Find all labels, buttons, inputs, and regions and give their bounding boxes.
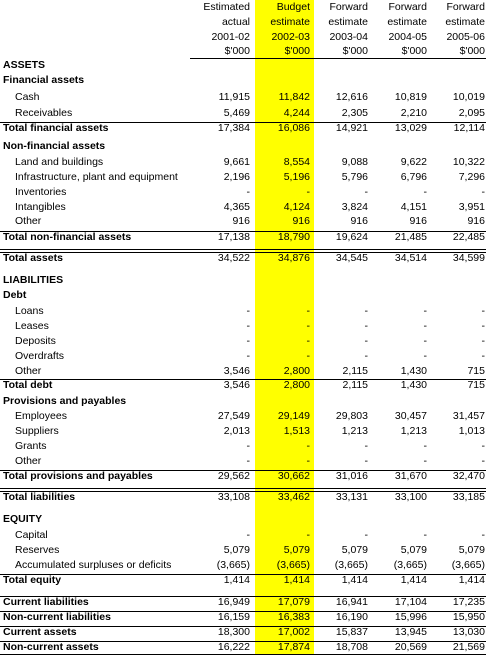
table-row-land-and-buildings xyxy=(0,155,488,170)
cell-value: - xyxy=(246,305,250,317)
cell-value: 9,088 xyxy=(341,156,368,168)
table-row-other xyxy=(0,454,488,469)
grand-total-rule xyxy=(0,249,486,250)
cell-value: - xyxy=(246,335,250,347)
total-rule xyxy=(0,626,486,627)
cell-value: 16,086 xyxy=(277,122,310,134)
row-label: Debt xyxy=(3,289,27,301)
table-row-total-non-financial-assets xyxy=(0,230,488,245)
column-header-5-line2: estimate xyxy=(445,16,485,28)
cell-value: - xyxy=(246,455,250,467)
column-header-3-line1: Forward xyxy=(329,1,368,13)
column-header-4-line3: 2004-05 xyxy=(388,31,427,43)
cell-value: 21,569 xyxy=(452,641,485,653)
table-row-total-equity xyxy=(0,573,488,588)
cell-value: 16,949 xyxy=(217,596,250,608)
cell-value: (3,665) xyxy=(334,559,368,571)
cell-value: (3,665) xyxy=(216,559,250,571)
cell-value: 17,002 xyxy=(277,626,310,638)
cell-value: 11,915 xyxy=(218,91,250,103)
cell-value: 17,384 xyxy=(217,122,250,134)
cell-value: 29,803 xyxy=(335,410,368,422)
cell-value: - xyxy=(246,186,250,198)
column-header-3-line4: $'000 xyxy=(342,45,368,57)
cell-value: 31,670 xyxy=(394,470,427,482)
row-label: Total financial assets xyxy=(3,122,109,134)
column-header-2-line3: 2002-03 xyxy=(271,31,310,43)
cell-value: 4,365 xyxy=(223,201,250,213)
cell-value: - xyxy=(423,440,427,452)
table-row-reserves xyxy=(0,543,488,558)
cell-value: 5,796 xyxy=(341,171,368,183)
cell-value: 2,013 xyxy=(223,425,250,437)
cell-value: 10,322 xyxy=(452,156,485,168)
column-header-1-line1: Estimated xyxy=(203,1,250,13)
cell-value: 1,414 xyxy=(458,574,485,586)
cell-value: - xyxy=(246,440,250,452)
row-label: Receivables xyxy=(15,107,73,119)
table-row-leases xyxy=(0,319,488,334)
cell-value: 916 xyxy=(409,215,427,227)
row-label: Provisions and payables xyxy=(3,395,127,407)
cell-value: - xyxy=(423,529,427,541)
table-row-total-debt xyxy=(0,378,488,393)
cell-value: 916 xyxy=(350,215,368,227)
cell-value: 3,951 xyxy=(458,201,485,213)
table-row-loans xyxy=(0,304,488,319)
row-label: Non-current liabilities xyxy=(3,611,111,623)
cell-value: - xyxy=(306,350,310,362)
cell-value: 30,662 xyxy=(277,470,310,482)
row-label: LIABILITIES xyxy=(3,274,64,286)
cell-value: - xyxy=(481,186,485,198)
row-label: Total debt xyxy=(3,379,53,391)
cell-value: 1,414 xyxy=(400,574,427,586)
total-rule xyxy=(0,379,486,380)
cell-value: - xyxy=(306,455,310,467)
row-label: Accumulated surpluses or deficits xyxy=(15,559,172,571)
cell-value: 13,945 xyxy=(394,626,427,638)
row-label: Cash xyxy=(15,91,40,103)
cell-value: 13,030 xyxy=(452,626,485,638)
cell-value: 2,800 xyxy=(283,379,310,391)
cell-value: 8,554 xyxy=(283,156,310,168)
total-rule xyxy=(0,574,486,575)
cell-value: - xyxy=(364,440,368,452)
cell-value: - xyxy=(423,335,427,347)
cell-value: 11,842 xyxy=(278,91,310,103)
table-row-liabilities xyxy=(0,273,488,288)
cell-value: 33,131 xyxy=(335,491,368,503)
column-header-5-line4: $'000 xyxy=(459,45,485,57)
cell-value: - xyxy=(481,529,485,541)
row-label: Loans xyxy=(15,305,44,317)
cell-value: 3,824 xyxy=(341,201,368,213)
column-header-5-line3: 2005-06 xyxy=(446,31,485,43)
cell-value: 29,149 xyxy=(277,410,310,422)
row-label: Intangibles xyxy=(15,201,66,213)
cell-value: 1,430 xyxy=(400,365,427,377)
row-label: Current liabilities xyxy=(3,596,89,608)
cell-value: - xyxy=(423,350,427,362)
cell-value: - xyxy=(306,320,310,332)
table-row-total-financial-assets xyxy=(0,121,488,136)
column-header-4-line4: $'000 xyxy=(401,45,427,57)
row-label: Inventories xyxy=(15,186,67,198)
cell-value: - xyxy=(364,529,368,541)
total-rule xyxy=(0,231,486,232)
row-label: Capital xyxy=(15,529,48,541)
row-label: Non-current assets xyxy=(3,641,99,653)
row-label: Land and buildings xyxy=(15,156,104,168)
column-header-1-line3: 2001-02 xyxy=(211,31,250,43)
cell-value: 7,296 xyxy=(458,171,485,183)
cell-value: 34,876 xyxy=(277,252,310,264)
cell-value: 18,300 xyxy=(217,626,250,638)
cell-value: 34,522 xyxy=(217,252,250,264)
cell-value: 5,469 xyxy=(223,107,250,119)
row-label: Other xyxy=(15,455,42,467)
cell-value: 2,115 xyxy=(342,379,368,391)
cell-value: - xyxy=(364,305,368,317)
cell-value: - xyxy=(306,529,310,541)
cell-value: 21,485 xyxy=(394,231,427,243)
table-row-non-current-liabilities xyxy=(0,610,488,625)
table-row-deposits xyxy=(0,334,488,349)
cell-value: 34,514 xyxy=(394,252,427,264)
cell-value: - xyxy=(481,305,485,317)
cell-value: 9,661 xyxy=(223,156,250,168)
cell-value: 18,790 xyxy=(277,231,310,243)
cell-value: 1,414 xyxy=(223,574,250,586)
row-label: Financial assets xyxy=(3,74,85,86)
cell-value: - xyxy=(306,440,310,452)
table-row-current-assets xyxy=(0,625,488,640)
cell-value: 31,457 xyxy=(452,410,485,422)
row-label: Other xyxy=(15,215,42,227)
table-row-non-financial-assets xyxy=(0,139,488,154)
table-row-total-provisions-and-payables xyxy=(0,469,488,484)
cell-value: 30,457 xyxy=(394,410,427,422)
column-header-2-line1: Budget xyxy=(276,1,310,13)
cell-value: 17,138 xyxy=(217,231,250,243)
cell-value: - xyxy=(481,350,485,362)
cell-value: 1,213 xyxy=(341,425,368,437)
column-header-2-line4: $'000 xyxy=(284,45,310,57)
table-row-other xyxy=(0,364,488,379)
cell-value: 2,210 xyxy=(400,107,427,119)
row-label: Overdrafts xyxy=(15,350,65,362)
row-label: Total assets xyxy=(3,252,63,264)
cell-value: 916 xyxy=(292,215,310,227)
cell-value: - xyxy=(246,320,250,332)
column-header-1-line4: $'000 xyxy=(224,45,250,57)
total-rule xyxy=(0,491,486,492)
table-row-total-liabilities xyxy=(0,490,488,505)
cell-value: 34,599 xyxy=(452,252,485,264)
table-row-current-liabilities xyxy=(0,595,488,610)
cell-value: 6,796 xyxy=(400,171,427,183)
cell-value: 31,016 xyxy=(335,470,368,482)
cell-value: - xyxy=(306,186,310,198)
cell-value: 715 xyxy=(467,365,485,377)
cell-value: 29,562 xyxy=(217,470,250,482)
total-rule xyxy=(0,596,486,597)
cell-value: - xyxy=(481,440,485,452)
cell-value: 5,079 xyxy=(341,544,368,556)
cell-value: 17,874 xyxy=(277,641,310,653)
cell-value: 1,013 xyxy=(458,425,485,437)
cell-value: 33,108 xyxy=(217,491,250,503)
cell-value: 15,996 xyxy=(394,611,427,623)
table-row-inventories xyxy=(0,185,488,200)
cell-value: 33,185 xyxy=(452,491,485,503)
cell-value: 22,485 xyxy=(452,231,485,243)
cell-value: - xyxy=(423,455,427,467)
cell-value: (3,665) xyxy=(276,559,310,571)
cell-value: - xyxy=(481,335,485,347)
cell-value: 10,819 xyxy=(394,91,427,103)
cell-value: 16,383 xyxy=(277,611,310,623)
cell-value: 916 xyxy=(232,215,250,227)
cell-value: 16,190 xyxy=(335,611,368,623)
total-rule xyxy=(0,641,486,642)
cell-value: - xyxy=(364,186,368,198)
row-label: Suppliers xyxy=(15,425,59,437)
cell-value: 17,079 xyxy=(277,596,310,608)
row-label: Employees xyxy=(15,410,67,422)
column-header-1-line2: actual xyxy=(221,16,250,28)
cell-value: - xyxy=(423,305,427,317)
cell-value: 16,222 xyxy=(217,641,250,653)
cell-value: 10,019 xyxy=(452,91,485,103)
cell-value: 15,950 xyxy=(452,611,485,623)
table-row-other xyxy=(0,214,488,229)
table-row-provisions-and-payables xyxy=(0,394,488,409)
row-label: Leases xyxy=(15,320,49,332)
cell-value: 18,708 xyxy=(335,641,368,653)
table-row-cash xyxy=(0,90,488,105)
total-rule xyxy=(0,122,486,123)
cell-value: 3,546 xyxy=(223,379,250,391)
cell-value: 16,941 xyxy=(335,596,368,608)
cell-value: - xyxy=(364,320,368,332)
table-row-capital xyxy=(0,528,488,543)
grand-total-rule xyxy=(0,488,486,489)
cell-value: - xyxy=(306,335,310,347)
cell-value: 1,430 xyxy=(400,379,427,391)
cell-value: 916 xyxy=(467,215,485,227)
row-label: Other xyxy=(15,365,42,377)
cell-value: 33,462 xyxy=(277,491,310,503)
row-label: Deposits xyxy=(15,335,56,347)
cell-value: - xyxy=(481,455,485,467)
table-row-receivables xyxy=(0,106,488,121)
row-label: Total liabilities xyxy=(3,491,76,503)
cell-value: 32,470 xyxy=(452,470,485,482)
cell-value: 17,235 xyxy=(452,596,485,608)
row-label: Total provisions and payables xyxy=(3,470,153,482)
cell-value: - xyxy=(306,305,310,317)
cell-value: 5,079 xyxy=(400,544,427,556)
cell-value: 15,837 xyxy=(335,626,368,638)
cell-value: 2,800 xyxy=(283,365,310,377)
cell-value: 2,305 xyxy=(341,107,368,119)
cell-value: 5,079 xyxy=(223,544,250,556)
total-rule xyxy=(0,252,486,253)
table-row-employees xyxy=(0,409,488,424)
cell-value: - xyxy=(246,529,250,541)
cell-value: - xyxy=(481,320,485,332)
cell-value: 2,115 xyxy=(342,365,368,377)
table-row-grants xyxy=(0,439,488,454)
cell-value: 1,414 xyxy=(341,574,368,586)
total-rule xyxy=(0,470,486,471)
cell-value: 20,569 xyxy=(394,641,427,653)
cell-value: 17,104 xyxy=(394,596,427,608)
column-header-3-line3: 2003-04 xyxy=(329,31,368,43)
cell-value: 5,196 xyxy=(283,171,310,183)
row-label: ASSETS xyxy=(3,59,46,71)
cell-value: 9,622 xyxy=(400,156,427,168)
table-row-equity xyxy=(0,512,488,527)
table-row-debt xyxy=(0,288,488,303)
cell-value: - xyxy=(364,455,368,467)
table-row-non-current-assets xyxy=(0,640,488,655)
table-row-total-assets xyxy=(0,251,488,266)
column-header-4-line1: Forward xyxy=(388,1,427,13)
cell-value: 13,029 xyxy=(394,122,427,134)
total-rule xyxy=(0,611,486,612)
table-row-assets xyxy=(0,58,488,73)
cell-value: 12,616 xyxy=(335,91,368,103)
cell-value: 33,100 xyxy=(394,491,427,503)
column-header-2-line2: estimate xyxy=(270,16,310,28)
cell-value: 4,151 xyxy=(400,201,427,213)
row-label: Non-financial assets xyxy=(3,140,106,152)
row-label: Infrastructure, plant and equipment xyxy=(15,171,178,183)
cell-value: 2,095 xyxy=(458,107,485,119)
cell-value: 1,414 xyxy=(283,574,310,586)
cell-value: 19,624 xyxy=(335,231,368,243)
cell-value: 14,921 xyxy=(335,122,368,134)
cell-value: 16,159 xyxy=(217,611,250,623)
cell-value: 5,079 xyxy=(283,544,310,556)
table-row-financial-assets xyxy=(0,73,488,88)
cell-value: - xyxy=(423,186,427,198)
table-row-intangibles xyxy=(0,200,488,215)
row-label: EQUITY xyxy=(3,513,43,525)
cell-value: 1,213 xyxy=(400,425,427,437)
column-header-3-line2: estimate xyxy=(328,16,368,28)
cell-value: 2,196 xyxy=(223,171,250,183)
column-header-5-line1: Forward xyxy=(446,1,485,13)
cell-value: - xyxy=(364,335,368,347)
cell-value: (3,665) xyxy=(451,559,485,571)
row-label: Current assets xyxy=(3,626,77,638)
cell-value: 3,546 xyxy=(223,365,250,377)
cell-value: (3,665) xyxy=(393,559,427,571)
table-row-accumulated-surpluses-or-deficits xyxy=(0,558,488,573)
cell-value: - xyxy=(246,350,250,362)
table-row-suppliers xyxy=(0,424,488,439)
table-row-infrastructure-plant-and-equipment xyxy=(0,170,488,185)
row-label: Total equity xyxy=(3,574,62,586)
cell-value: 34,545 xyxy=(335,252,368,264)
cell-value: - xyxy=(423,320,427,332)
cell-value: 715 xyxy=(467,379,485,391)
cell-value: 12,114 xyxy=(453,122,485,134)
cell-value: 1,513 xyxy=(283,425,310,437)
column-header-4-line2: estimate xyxy=(387,16,427,28)
cell-value: - xyxy=(364,350,368,362)
row-label: Reserves xyxy=(15,544,60,556)
row-label: Grants xyxy=(15,440,47,452)
table-row-overdrafts xyxy=(0,349,488,364)
row-label: Total non-financial assets xyxy=(3,231,132,243)
cell-value: 4,124 xyxy=(283,201,310,213)
cell-value: 5,079 xyxy=(458,544,485,556)
cell-value: 27,549 xyxy=(217,410,250,422)
cell-value: 4,244 xyxy=(283,107,310,119)
